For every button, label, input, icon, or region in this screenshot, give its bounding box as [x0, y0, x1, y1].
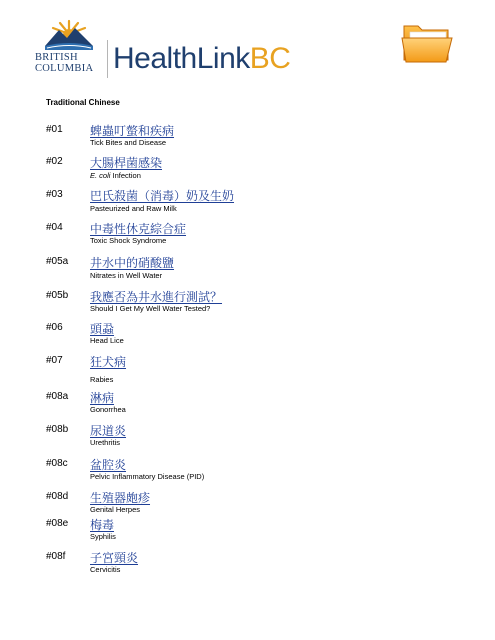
item-number: #02 [46, 156, 63, 167]
item-title-link[interactable]: 巴氏殺菌（消毒）奶及生奶 [90, 189, 235, 203]
folder-icon[interactable] [398, 18, 456, 66]
item-number: #05a [46, 256, 69, 267]
item-subtitle: Pelvic Inflammatory Disease (PID) [90, 472, 205, 481]
item-title-link[interactable]: 梅毒 [90, 518, 115, 532]
brand-main: HealthLink [113, 42, 250, 75]
item-title-link[interactable]: 中毒性休克綜合症 [90, 222, 187, 236]
item-subtitle: Head Lice [90, 336, 124, 345]
item-number: #01 [46, 124, 63, 135]
bc-wordmark [35, 52, 105, 74]
item-title-link[interactable]: 子宮頸炎 [90, 551, 139, 565]
item-title-link[interactable]: 頭蝨 [90, 322, 115, 336]
item-subtitle: Nitrates in Well Water [90, 271, 163, 280]
bc-line2: COLUMBIA [35, 63, 94, 74]
bc-line1: BRITISH [35, 52, 78, 63]
header [0, 0, 495, 90]
logo-divider [107, 40, 108, 78]
item-title-link[interactable]: 我應否為井水進行測試？ [90, 290, 223, 304]
item-subtitle: Should I Get My Well Water Tested? [90, 304, 211, 313]
item-number: #08a [46, 391, 69, 402]
sun-mountain-icon [39, 18, 99, 50]
item-subtitle: Tick Bites and Disease [90, 138, 167, 147]
item-number: #08e [46, 518, 69, 529]
item-title-link[interactable]: 盆腔炎 [90, 458, 127, 472]
item-subtitle-italic: E. coli [90, 171, 111, 180]
language-label: Traditional Chinese [46, 98, 120, 107]
item-title-link[interactable]: 井水中的硝酸鹽 [90, 256, 175, 270]
item-subtitle: Gonorrhea [90, 405, 126, 414]
item-number: #05b [46, 290, 69, 301]
item-title-link[interactable]: 尿道炎 [90, 424, 127, 438]
item-subtitle: Genital Herpes [90, 505, 141, 514]
item-subtitle: Rabies [90, 375, 114, 384]
item-number: #03 [46, 189, 63, 200]
healthlinkbc-logo [113, 42, 290, 76]
item-title-link[interactable]: 狂犬病 [90, 355, 127, 369]
item-subtitle-text: Infection [110, 171, 141, 180]
item-title-link[interactable]: 淋病 [90, 391, 115, 405]
item-subtitle [90, 171, 141, 180]
item-subtitle: Pasteurized and Raw Milk [90, 204, 177, 213]
item-number: #07 [46, 355, 63, 366]
item-number: #08f [46, 551, 66, 562]
item-subtitle: Cervicitis [90, 565, 121, 574]
item-subtitle: Syphilis [90, 532, 116, 541]
brand-accent: BC [249, 42, 291, 75]
item-subtitle: Toxic Shock Syndrome [90, 236, 167, 245]
item-title-link[interactable]: 大腸桿菌感染 [90, 156, 163, 170]
item-number: #08c [46, 458, 68, 469]
item-number: #04 [46, 222, 63, 233]
item-number: #08b [46, 424, 69, 435]
item-title-link[interactable]: 生殖器皰疹 [90, 491, 151, 505]
item-number: #08d [46, 491, 69, 502]
item-subtitle: Urethritis [90, 438, 121, 447]
bc-government-logo [35, 18, 105, 76]
item-title-link[interactable]: 蜱蟲叮螫和疾病 [90, 124, 175, 138]
item-number: #06 [46, 322, 63, 333]
